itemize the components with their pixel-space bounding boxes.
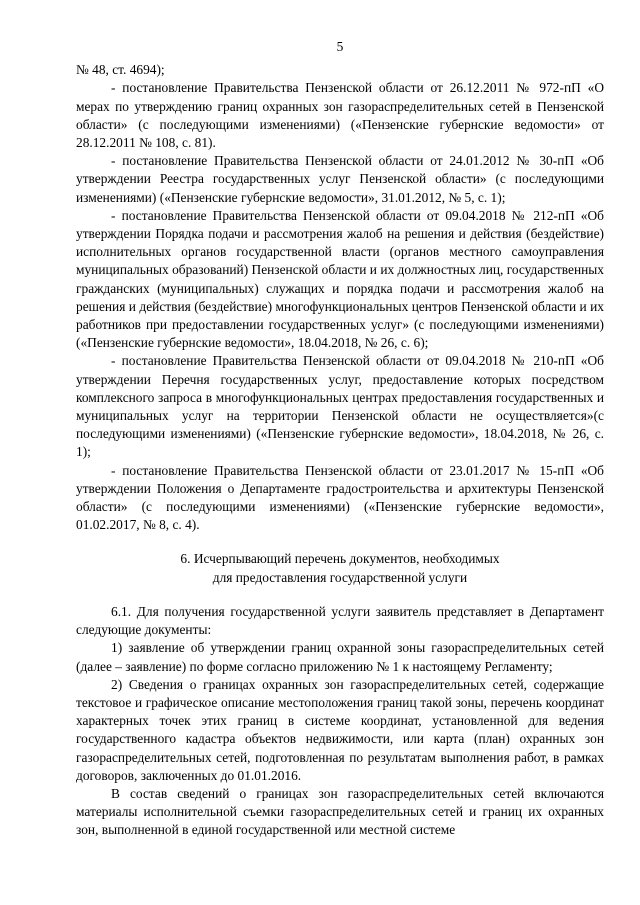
page-number: 5 xyxy=(336,39,344,54)
paragraph: 6.1. Для получения государственной услуги заявитель представляет в Департамент следующие документы: xyxy=(76,603,604,638)
paragraph: 1) заявление об утверждении границ охранной зоны газораспределительных сетей (далее – заявление) по форме согласно приложению № 1 к настоящему Регламенту; xyxy=(76,640,604,674)
paragraph: - постановление Правительства Пензенской области от 24.01.2012 № 30-пП «Об утверждении Реестра государственных услуг Пензенской области» (с последующими изменениями) («Пензенские губернские ведомости», 31.01.2012, № 5, с. 1); xyxy=(76,153,604,205)
documents-list xyxy=(76,603,604,840)
document-page xyxy=(76,38,604,840)
section-heading-line: 6. Исчерпывающий перечень документов, необходимых xyxy=(180,551,500,567)
paragraph: - постановление Правительства Пензенской области от 09.04.2018 № 212-пП «Об утверждении Порядка подачи и рассмотрения жалоб на решения и действия (бездействие) исполнительных органов государственной власти (органов местного самоуправления муниципальных образований) Пензенской области и их должностных лиц, государственных гражданских (муниципальных) служащих и порядка подачи и рассмотрения жалоб на решения и действия (бездействие) многофункциональных центров Пензенской области и их работников при предоставлении государственных услуг» (с последующими изменениями) («Пензенские губернские ведомости», 18.04.2018, № 26, с. 6); xyxy=(76,207,604,351)
paragraph: - постановление Правительства Пензенской области от 26.12.2011 № 972-пП «О мерах по утверждению границ охранных зон газораспределительных сетей в Пензенской области» (с последующими изменениями) («Пензенские губернские ведомости» от 28.12.2011 № 108, с. 81). xyxy=(76,80,604,151)
paragraph: 2) Сведения о границах охранных зон газораспределительных сетей, содержащие текстовое и графическое описание местоположения границ такой зоны, перечень координат характерных точек этих границ в системе координат, установленной для ведения государственного кадастра объектов недвижимости, или карта (план) охранных зон газораспределительных сетей, подготовленная по результатам выполнения работ, в рамках договоров, заключенных до 01.01.2016. xyxy=(76,676,604,783)
section-heading xyxy=(76,550,604,586)
paragraph: № 48, ст. 4694); xyxy=(76,62,165,78)
paragraph: В состав сведений о границах зон газораспределительных сетей включаются материалы исполнительной съемки газораспределительных сетей и границ их охранных зон, выполненной в единой государственной или местной системе xyxy=(76,785,604,838)
section-heading-line: для предоставления государственной услуги xyxy=(212,569,468,585)
paragraph: - постановление Правительства Пензенской области от 09.04.2018 № 210-пП «Об утверждении Перечня государственных услуг, предоставление которых посредством комплексного запроса в многофункциональных центрах предоставления государственных и муниципальных услуг на территории Пензенской области не осуществляется»(с последующими изменениями) («Пензенские губернские ведомости», 18.04.2018, № 26, с. 1); xyxy=(76,353,604,460)
paragraph: - постановление Правительства Пензенской области от 23.01.2017 № 15-пП «Об утверждении Положения о Департаменте градостроительства и архитектуры Пензенской области» (с последующими изменениями) («Пензенские губернские ведомости», 01.02.2017, № 8, с. 4). xyxy=(76,462,604,533)
legal-basis-list xyxy=(76,61,604,534)
